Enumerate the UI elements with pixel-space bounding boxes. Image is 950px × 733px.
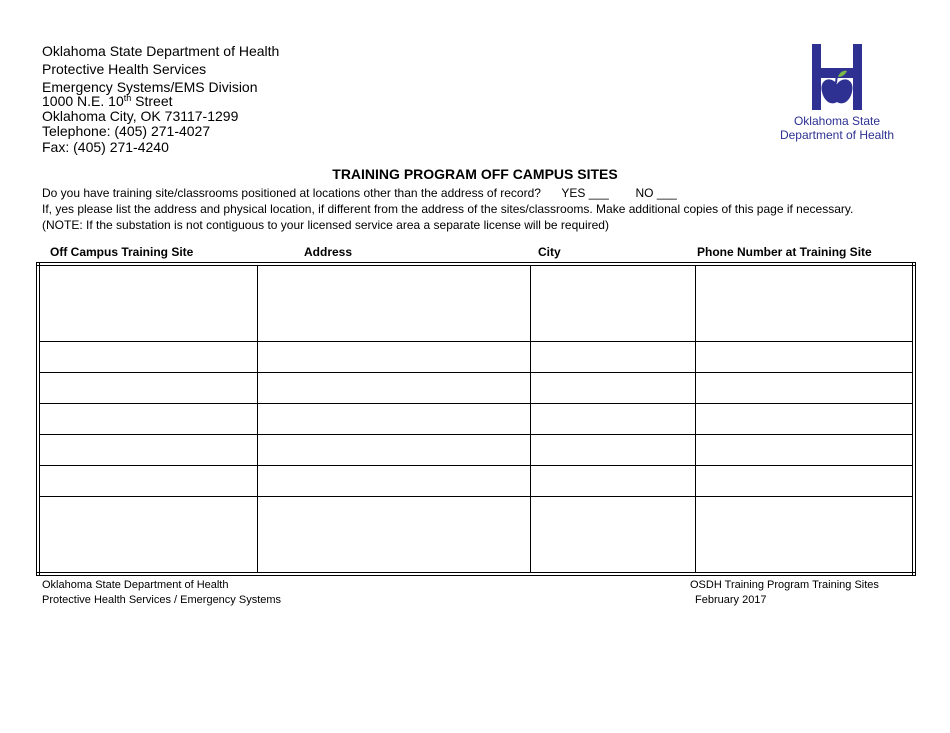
- osdh-logo: [776, 44, 898, 144]
- street-suffix: Street: [131, 93, 173, 109]
- phone-cell[interactable]: [695, 404, 914, 435]
- site-cell[interactable]: [38, 466, 257, 497]
- city-cell[interactable]: [530, 466, 695, 497]
- yes-field[interactable]: YES ___: [561, 186, 609, 200]
- site-question-text: Do you have training site/classrooms positioned at locations other than the address of record?: [42, 186, 541, 200]
- phone-cell[interactable]: [695, 435, 914, 466]
- site-question: [42, 186, 677, 201]
- site-cell[interactable]: [38, 373, 257, 404]
- col-head-city: City: [538, 245, 561, 259]
- city-cell[interactable]: [530, 435, 695, 466]
- training-sites-table: [36, 262, 916, 576]
- address-cell[interactable]: [257, 264, 530, 342]
- org-division: Protective Health Services: [42, 61, 207, 77]
- address-cell[interactable]: [257, 435, 530, 466]
- logo-caption-line1: Oklahoma State: [793, 114, 881, 128]
- street-ordinal: th: [123, 93, 132, 103]
- footer-division: Protective Health Services / Emergency Systems: [42, 594, 282, 606]
- phone-cell[interactable]: [695, 373, 914, 404]
- site-cell[interactable]: [38, 497, 257, 575]
- footer-form-name: OSDH Training Program Training Sites: [690, 579, 879, 591]
- city-cell[interactable]: [530, 342, 695, 373]
- phone-cell[interactable]: [695, 342, 914, 373]
- col-head-address: Address: [304, 245, 353, 259]
- site-cell[interactable]: [38, 435, 257, 466]
- org-city: Oklahoma City, OK 73117-1299: [42, 108, 239, 124]
- table-row: [38, 404, 914, 435]
- table-row: [38, 435, 914, 466]
- note-text: (NOTE: If the substation is not contiguous to your licensed service area a separate license will be required): [42, 218, 609, 232]
- site-cell[interactable]: [38, 342, 257, 373]
- footer-date: February 2017: [695, 594, 767, 606]
- street-prefix: 1000 N.E. 10: [42, 93, 124, 109]
- city-cell[interactable]: [530, 264, 695, 342]
- address-cell[interactable]: [257, 466, 530, 497]
- col-head-phone: Phone Number at Training Site: [697, 245, 872, 259]
- form-title: TRAINING PROGRAM OFF CAMPUS SITES: [332, 166, 618, 182]
- phone-cell[interactable]: [695, 466, 914, 497]
- col-head-site: Off Campus Training Site: [50, 245, 194, 259]
- phone-cell[interactable]: [695, 497, 914, 575]
- table-row: [38, 264, 914, 342]
- address-cell[interactable]: [257, 497, 530, 575]
- city-cell[interactable]: [530, 373, 695, 404]
- no-field[interactable]: NO ___: [635, 186, 677, 200]
- org-telephone: Telephone: (405) 271-4027: [42, 123, 211, 139]
- table-row: [38, 497, 914, 575]
- org-name: Oklahoma State Department of Health: [42, 43, 280, 59]
- osdh-logo-icon: [776, 44, 898, 114]
- table-row: [38, 342, 914, 373]
- address-cell[interactable]: [257, 404, 530, 435]
- org-subdivision: Emergency Systems/EMS Division: [42, 79, 258, 95]
- city-cell[interactable]: [530, 404, 695, 435]
- phone-cell[interactable]: [695, 264, 914, 342]
- site-cell[interactable]: [38, 404, 257, 435]
- address-cell[interactable]: [257, 342, 530, 373]
- table-row: [38, 466, 914, 497]
- logo-caption-line2: Department of Health: [779, 128, 895, 142]
- address-cell[interactable]: [257, 373, 530, 404]
- city-cell[interactable]: [530, 497, 695, 575]
- instructions-text: If, yes please list the address and physical location, if different from the address of the sites/classrooms. Make additional copies of this page if necessary.: [42, 202, 854, 216]
- org-fax: Fax: (405) 271-4240: [42, 139, 169, 155]
- table-row: [38, 373, 914, 404]
- site-cell[interactable]: [38, 264, 257, 342]
- footer-org: Oklahoma State Department of Health: [42, 579, 229, 591]
